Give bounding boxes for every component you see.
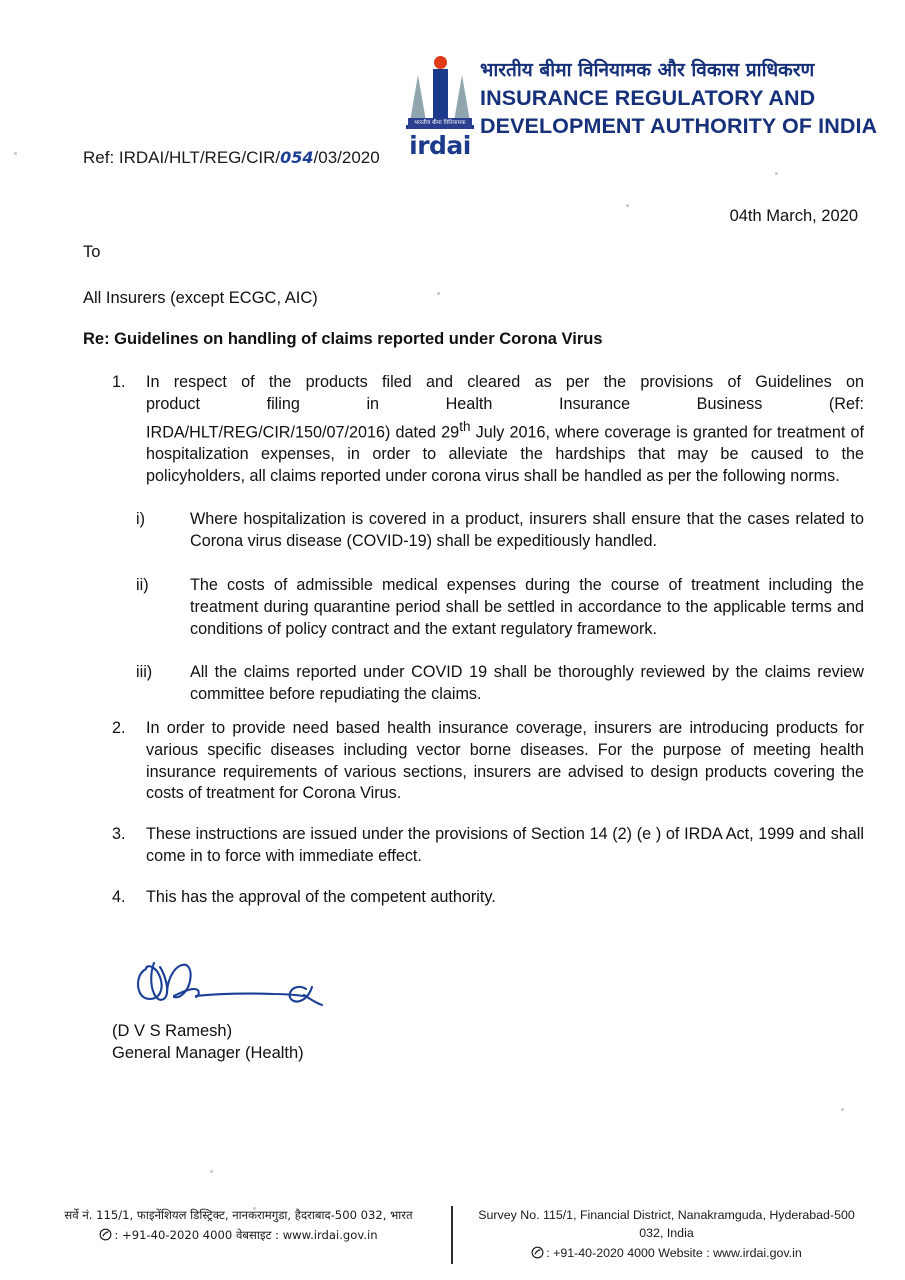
reference-suffix: /03/2020	[313, 148, 380, 167]
sub-clause-marker: ii)	[136, 575, 149, 594]
scan-speck	[626, 204, 629, 207]
scan-speck	[210, 1170, 213, 1173]
footer-english-contact	[471, 1244, 863, 1264]
addressee: All Insurers (except ECGC, AIC)	[83, 289, 318, 307]
sub-clause-marker: i)	[136, 510, 145, 529]
clause-item	[112, 372, 864, 487]
subject-line: Re: Guidelines on handling of claims reported under Corona Virus	[83, 330, 603, 348]
footer-hindi-website[interactable]: www.irdai.gov.in	[282, 1228, 378, 1242]
logo-wordmark: irdai	[409, 131, 471, 160]
organisation-names	[480, 58, 880, 140]
footer-english-address: Survey No. 115/1, Financial District, Nanakramguda, Hyderabad-500 032, India	[478, 1208, 855, 1240]
page-footer	[0, 1206, 905, 1262]
clause-item	[112, 887, 864, 909]
reference-line	[83, 148, 380, 168]
footer-hindi-phone: : +91-40-2020 4000	[114, 1228, 233, 1242]
phone-icon	[99, 1228, 112, 1246]
signatory-designation: General Manager (Health)	[112, 1044, 304, 1062]
sub-clause-text: All the claims reported under COVID 19 shall be thoroughly reviewed by the claims review committee before repudiating the claims.	[190, 663, 864, 704]
sub-clause-item	[136, 509, 864, 553]
sub-clause-item	[136, 575, 864, 640]
logo-red-dot-icon	[434, 56, 447, 69]
handwritten-signature	[134, 955, 344, 1015]
org-name-english-line2: DEVELOPMENT AUTHORITY OF INDIA	[480, 114, 878, 138]
logo-banner-text: भारतीय बीमा विनियामक	[408, 118, 472, 129]
clause-item	[112, 718, 864, 805]
footer-english-column	[455, 1206, 863, 1264]
reference-handwritten-number: 054	[280, 148, 314, 167]
phone-icon	[531, 1246, 544, 1264]
footer-divider	[451, 1206, 453, 1264]
sub-clause-text: Where hospitalization is covered in a product, insurers shall ensure that the cases related to Corona virus disease (COVID-19) shall be expeditiously handled.	[190, 510, 864, 551]
org-name-hindi: भारतीय बीमा विनियामक और विकास प्राधिकरण	[480, 59, 815, 81]
clause-marker: 2.	[112, 718, 126, 737]
clause-list	[112, 372, 864, 909]
scan-speck	[841, 1108, 844, 1111]
sub-clause-marker: iii)	[136, 663, 153, 682]
signatory-name: (D V S Ramesh)	[112, 1022, 233, 1040]
clause-text	[146, 372, 864, 487]
sub-clause-text: The costs of admissible medical expenses during the course of treatment including the treatment during quarantine period shall be settled in accordance to the applicable terms and conditions of policy contract and the extant regulatory framework.	[190, 575, 864, 638]
clause-item	[112, 824, 864, 868]
to-label: To	[83, 243, 101, 261]
sub-clause-list	[136, 509, 864, 706]
footer-hindi-contact	[43, 1226, 435, 1246]
irdai-logo	[406, 56, 474, 174]
clause-1-line-c-pre: IRDA/HLT/REG/CIR/150/07/2016) dated 29	[146, 422, 460, 441]
sub-clause-item	[136, 662, 864, 706]
letterhead	[0, 48, 905, 173]
footer-english-phone: : +91-40-2020 4000	[546, 1246, 655, 1260]
clause-marker: 4.	[112, 887, 126, 906]
signature-block	[112, 955, 442, 1075]
clause-1-line-c-post: July 2016, where coverage is granted for treatment of hospitalization expenses, in order to alleviate the hardships that may be caused to the policyholders, all claims reported under corona virus shall be handled as per the following norms.	[146, 422, 865, 485]
clause-text: These instructions are issued under the provisions of Section 14 (2) (e ) of IRDA Act, 1999 and shall come in to force with immediate effect.	[146, 825, 864, 865]
clause-1-ordinal-suffix: th	[459, 418, 471, 434]
letter-date: 04th March, 2020	[729, 207, 858, 225]
clause-marker: 1.	[112, 373, 126, 391]
footer-hindi-address: सर्वे नं. 115/1, फाइनेंशियल डिस्ट्रिक्ट, नानकरामगुडा, हैदराबाद-500 032, भारत	[64, 1208, 413, 1222]
footer-english-website-label: Website :	[658, 1246, 710, 1260]
scan-speck	[437, 292, 440, 295]
footer-english-website[interactable]: www.irdai.gov.in	[713, 1246, 802, 1260]
clause-text: This has the approval of the competent authority.	[146, 887, 496, 906]
clause-1-line-b: product filing in Health Insurance Business (Ref:	[146, 394, 864, 413]
clause-1-line-a: In respect of the products filed and cleared as per the provisions of Guidelines on	[146, 373, 864, 391]
org-name-english-line1: INSURANCE REGULATORY AND	[480, 86, 816, 110]
footer-hindi-website-label: वेबसाइट :	[235, 1228, 280, 1242]
clause-text: In order to provide need based health insurance coverage, insurers are introducing products for various specific diseases including vector borne diseases. For the purpose of meeting health insurance requirements of various sections, insurers are advised to design products covering the costs of treatment for Corona Virus.	[146, 718, 864, 803]
clause-marker: 3.	[112, 825, 126, 844]
footer-hindi-column	[43, 1206, 449, 1246]
reference-prefix: Ref: IRDAI/HLT/REG/CIR/	[83, 148, 281, 167]
